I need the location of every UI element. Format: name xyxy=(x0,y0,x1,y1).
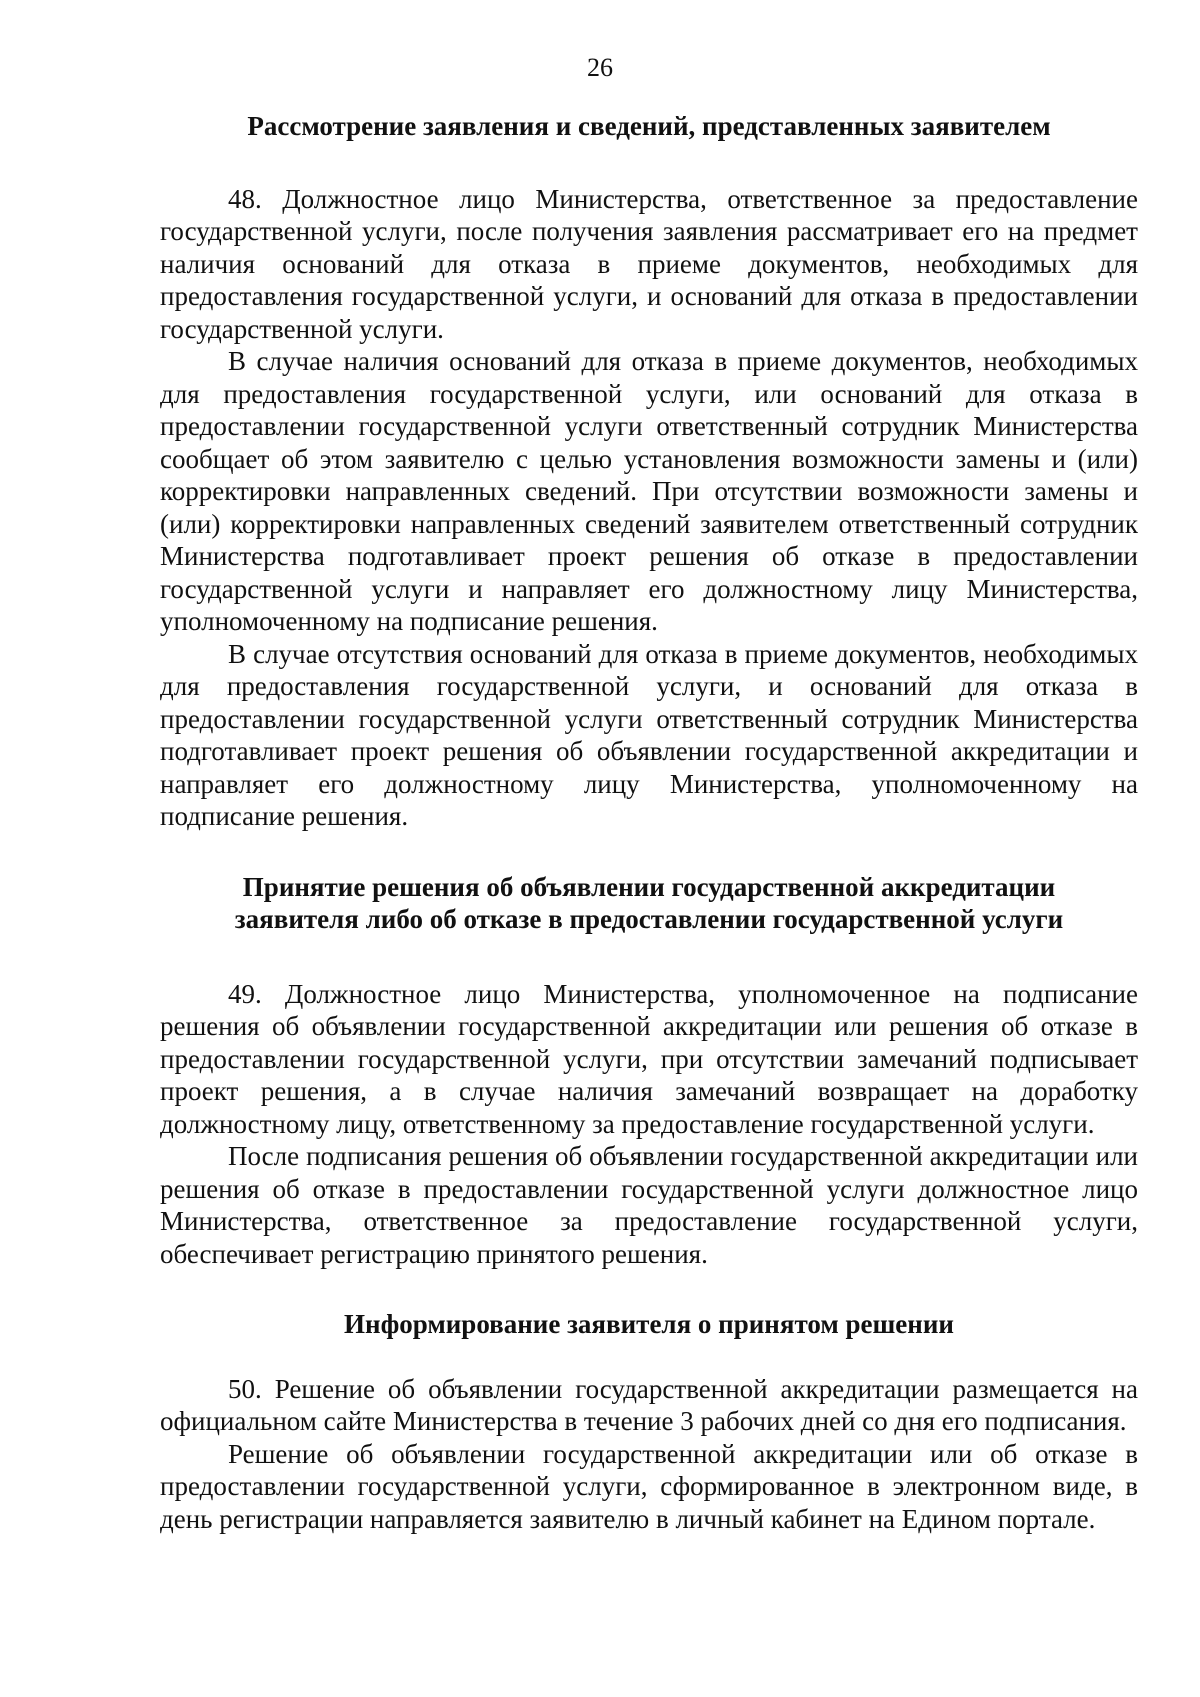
paragraph-49-registration: После подписания решения об объявлении государственной аккредитации или решения об отказе в предоставлении государственной услуги должностное лицо Министерства, ответственное за предоставление государственной услуги, обеспечивает регистрацию принятого решения. xyxy=(160,1141,1138,1269)
section-heading-decision-line1: Принятие решения об объявлении государственной аккредитации xyxy=(242,871,1056,902)
section-heading-decision-line2: заявителя либо об отказе в предоставлении государственной услуги xyxy=(234,904,1064,934)
section-informing xyxy=(160,1308,1138,1535)
paragraph-48-grounds-absent: В случае отсутствия оснований для отказа в приеме документов, необходимых для предоставления государственной услуги, и оснований для отказа в предоставлении государственной услуги ответственный сотрудник Министерства подготавливает проект решения об объявлении государственной аккредитации и направляет его должностному лицу Министерства, уполномоченному на подписание решения. xyxy=(160,638,1138,831)
section-heading-decision xyxy=(160,871,1138,936)
paragraph-48: 48. Должностное лицо Министерства, ответственное за предоставление государственной услуги, после получения заявления рассматривает его на предмет наличия оснований для отказа в приеме документов, необходимых для предоставления государственной услуги, и оснований для отказа в предоставлении государственной услуги. xyxy=(160,183,1138,344)
paragraph-50-delivery: Решение об объявлении государственной аккредитации или об отказе в предоставлении государственной услуги, сформированное в электронном виде, в день регистрации направляется заявителю в личный кабинет на Едином портале. xyxy=(160,1438,1138,1534)
section-heading-informing: Информирование заявителя о принятом решении xyxy=(344,1309,954,1339)
section-heading-review: Рассмотрение заявления и сведений, представленных заявителем xyxy=(247,111,1051,141)
section-review xyxy=(160,110,1138,833)
document-body xyxy=(160,110,1138,1535)
page-number: 26 xyxy=(587,53,613,82)
paragraph-50: 50. Решение об объявлении государственной аккредитации размещается на официальном сайте Министерства в течение 3 рабочих дней со дня его подписания. xyxy=(160,1373,1138,1436)
paragraph-48-grounds-present: В случае наличия оснований для отказа в приеме документов, необходимых для предоставления государственной услуги, или оснований для отказа в предоставлении государственной услуги ответственный сотрудник Министерства сообщает об этом заявителю с целью установления возможности замены и (или) корректировки направленных сведений. При отсутствии возможности замены и (или) корректировки направленных сведений заявителем ответственный сотрудник Министерства подготавливает проект решения об отказе в предоставлении государственной услуги и направляет его должностному лицу Министерства, уполномоченному на подписание решения. xyxy=(160,346,1138,636)
paragraph-49: 49. Должностное лицо Министерства, уполномоченное на подписание решения об объявлении государственной аккредитации или решения об отказе в предоставлении государственной услуги, при отсутствии замечаний подписывает проект решения, а в случае наличия замечаний возвращает на доработку должностному лицу, ответственному за предоставление государственной услуги. xyxy=(160,978,1138,1139)
section-decision xyxy=(160,871,1138,1271)
